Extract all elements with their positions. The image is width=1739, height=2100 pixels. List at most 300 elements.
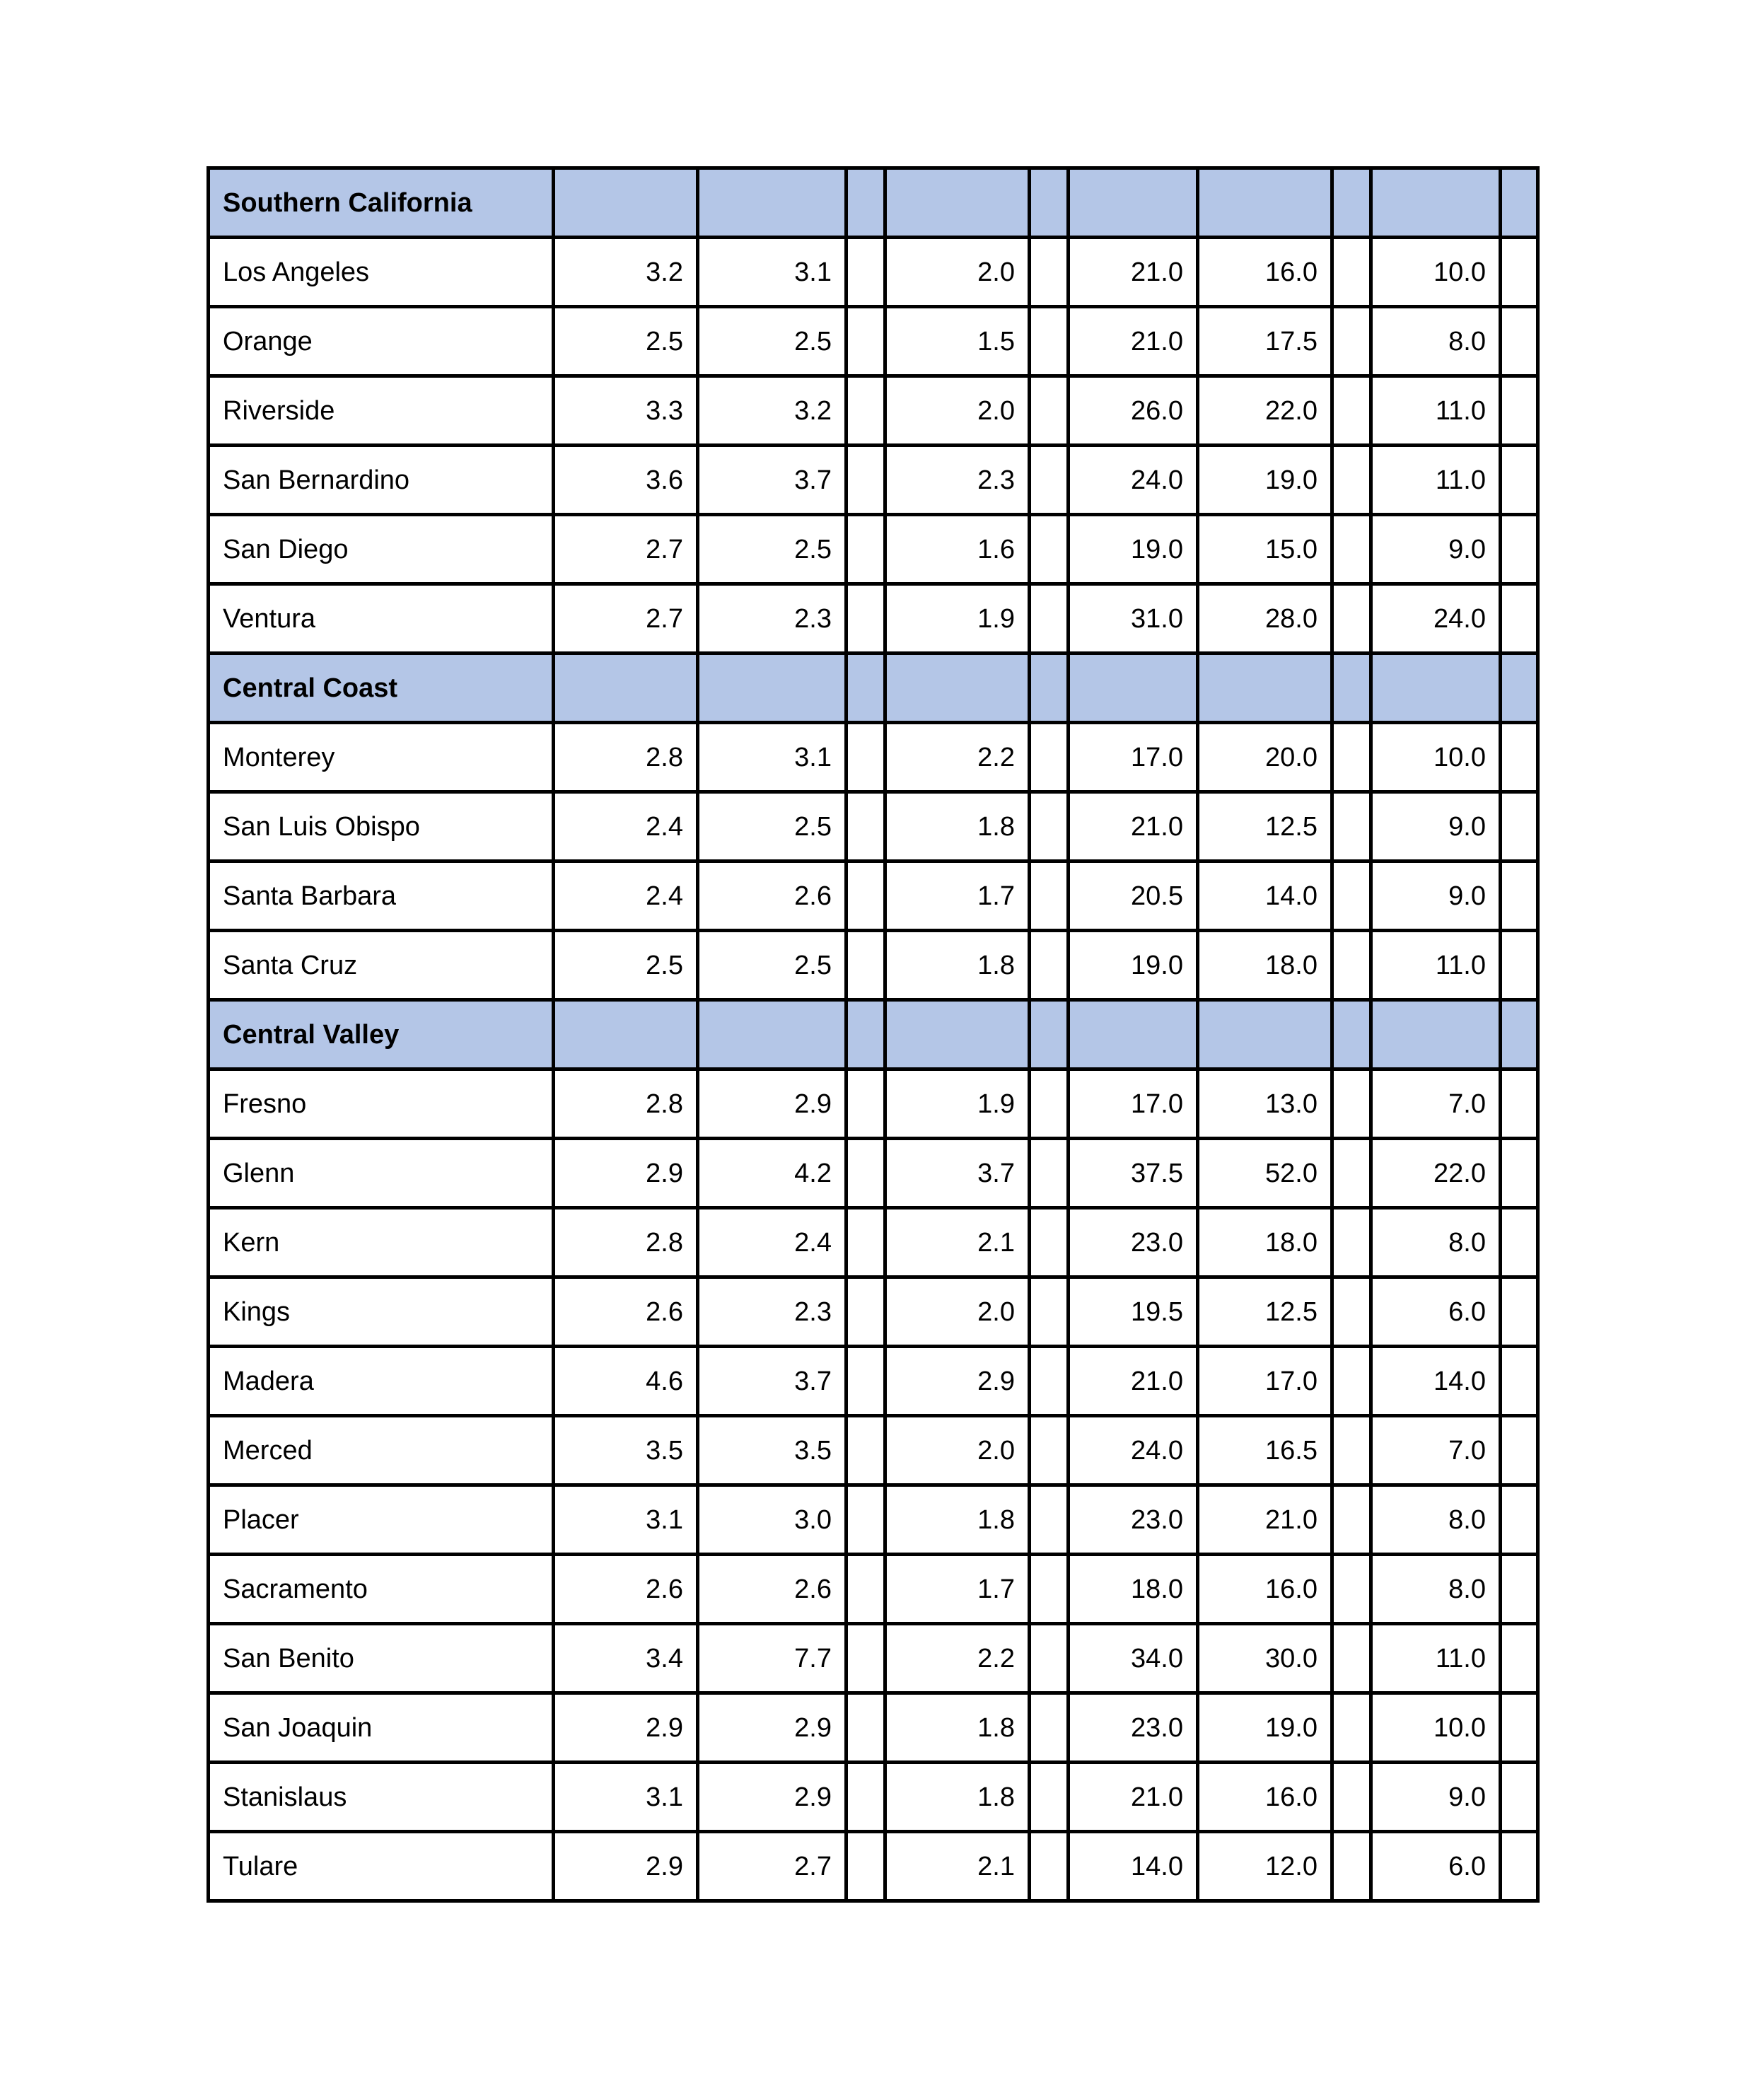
empty-cell [847,1624,885,1693]
table-row [209,1277,1538,1347]
empty-cell [1030,1624,1069,1693]
value-cell-c2: 4.2 [698,1139,847,1208]
empty-cell [1030,376,1069,446]
value-cell-c2: 2.5 [698,931,847,1000]
value-cell-c5: 21.0 [1198,1485,1332,1555]
section-header-cell [1069,654,1198,723]
empty-cell [1501,1555,1538,1624]
value-cell-c5: 14.0 [1198,862,1332,931]
value-cell-c6: 14.0 [1371,1347,1501,1416]
section-header-row [209,1000,1538,1069]
value-cell-c4: 31.0 [1069,584,1198,654]
empty-cell [1332,792,1371,862]
section-header-cell [1501,1000,1538,1069]
empty-cell [1332,862,1371,931]
value-cell-c4: 18.0 [1069,1555,1198,1624]
empty-cell [847,1208,885,1277]
county-name-cell: Los Angeles [209,238,554,307]
county-name-cell: Kern [209,1208,554,1277]
table-row [209,1139,1538,1208]
section-header-cell [847,654,885,723]
empty-cell [1501,1139,1538,1208]
table-row [209,1763,1538,1832]
value-cell-c5: 16.0 [1198,1555,1332,1624]
value-cell-c6: 6.0 [1371,1832,1501,1901]
empty-cell [847,1763,885,1832]
empty-cell [1030,1763,1069,1832]
value-cell-c5: 28.0 [1198,584,1332,654]
empty-cell [1030,1069,1069,1139]
value-cell-c6: 9.0 [1371,515,1501,584]
value-cell-c6: 8.0 [1371,1208,1501,1277]
value-cell-c4: 23.0 [1069,1485,1198,1555]
empty-cell [1332,515,1371,584]
county-name-cell: Ventura [209,584,554,654]
value-cell-c3: 2.1 [885,1832,1030,1901]
value-cell-c5: 52.0 [1198,1139,1332,1208]
empty-cell [1501,1693,1538,1763]
county-name-cell: Madera [209,1347,554,1416]
empty-cell [1501,307,1538,376]
value-cell-c1: 2.8 [554,1208,698,1277]
value-cell-c5: 20.0 [1198,723,1332,792]
table-row [209,1485,1538,1555]
empty-cell [1332,446,1371,515]
table-row [209,1347,1538,1416]
section-header-cell [885,1000,1030,1069]
value-cell-c6: 7.0 [1371,1416,1501,1485]
county-name-cell: Kings [209,1277,554,1347]
table-row [209,1208,1538,1277]
empty-cell [1332,931,1371,1000]
value-cell-c4: 21.0 [1069,1763,1198,1832]
value-cell-c4: 17.0 [1069,723,1198,792]
county-name-cell: Merced [209,1416,554,1485]
value-cell-c4: 21.0 [1069,238,1198,307]
empty-cell [1030,1139,1069,1208]
value-cell-c1: 2.6 [554,1555,698,1624]
value-cell-c1: 2.9 [554,1832,698,1901]
value-cell-c1: 2.4 [554,862,698,931]
table-row [209,446,1538,515]
value-cell-c5: 18.0 [1198,1208,1332,1277]
value-cell-c2: 2.6 [698,1555,847,1624]
table-row [209,1693,1538,1763]
empty-cell [847,723,885,792]
section-header-cell [1069,168,1198,238]
empty-cell [1030,1485,1069,1555]
section-header-cell [698,1000,847,1069]
value-cell-c2: 3.0 [698,1485,847,1555]
value-cell-c3: 2.0 [885,238,1030,307]
empty-cell [847,1555,885,1624]
county-name-cell: Orange [209,307,554,376]
value-cell-c5: 15.0 [1198,515,1332,584]
empty-cell [1332,1555,1371,1624]
value-cell-c4: 24.0 [1069,1416,1198,1485]
section-header-cell [1030,654,1069,723]
empty-cell [847,792,885,862]
empty-cell [847,1347,885,1416]
value-cell-c1: 2.4 [554,792,698,862]
value-cell-c3: 1.7 [885,1555,1030,1624]
value-cell-c1: 2.7 [554,584,698,654]
empty-cell [847,1139,885,1208]
empty-cell [1501,931,1538,1000]
value-cell-c1: 2.5 [554,307,698,376]
value-cell-c5: 19.0 [1198,1693,1332,1763]
value-cell-c5: 22.0 [1198,376,1332,446]
county-name-cell: Santa Barbara [209,862,554,931]
value-cell-c1: 2.8 [554,1069,698,1139]
value-cell-c2: 2.9 [698,1693,847,1763]
empty-cell [1501,584,1538,654]
section-header-cell [885,168,1030,238]
table-row [209,238,1538,307]
county-name-cell: San Diego [209,515,554,584]
section-header-cell [1198,168,1332,238]
value-cell-c2: 2.5 [698,515,847,584]
value-cell-c4: 34.0 [1069,1624,1198,1693]
value-cell-c6: 8.0 [1371,1555,1501,1624]
value-cell-c6: 11.0 [1371,446,1501,515]
value-cell-c4: 21.0 [1069,1347,1198,1416]
table-row [209,376,1538,446]
empty-cell [1332,307,1371,376]
section-header-cell [1332,654,1371,723]
county-name-cell: Monterey [209,723,554,792]
empty-cell [1501,1277,1538,1347]
section-header-cell [847,168,885,238]
table-row [209,515,1538,584]
value-cell-c2: 2.6 [698,862,847,931]
value-cell-c6: 10.0 [1371,723,1501,792]
value-cell-c5: 12.0 [1198,1832,1332,1901]
value-cell-c3: 1.6 [885,515,1030,584]
empty-cell [1501,238,1538,307]
section-header-cell [885,654,1030,723]
value-cell-c1: 3.6 [554,446,698,515]
value-cell-c3: 2.0 [885,376,1030,446]
county-data-table [207,166,1540,1903]
empty-cell [847,376,885,446]
value-cell-c4: 14.0 [1069,1832,1198,1901]
section-header-cell [698,654,847,723]
value-cell-c6: 6.0 [1371,1277,1501,1347]
table-row [209,1555,1538,1624]
value-cell-c6: 11.0 [1371,376,1501,446]
table-row [209,931,1538,1000]
empty-cell [1501,792,1538,862]
empty-cell [1030,307,1069,376]
empty-cell [1501,1832,1538,1901]
table-row [209,307,1538,376]
value-cell-c2: 2.3 [698,1277,847,1347]
section-header-cell [1371,1000,1501,1069]
county-name-cell: Santa Cruz [209,931,554,1000]
value-cell-c4: 37.5 [1069,1139,1198,1208]
value-cell-c4: 23.0 [1069,1208,1198,1277]
empty-cell [1030,238,1069,307]
value-cell-c2: 3.7 [698,446,847,515]
empty-cell [1030,1555,1069,1624]
county-name-cell: Glenn [209,1139,554,1208]
empty-cell [1332,723,1371,792]
empty-cell [847,446,885,515]
empty-cell [1332,1624,1371,1693]
value-cell-c4: 19.5 [1069,1277,1198,1347]
value-cell-c4: 19.0 [1069,931,1198,1000]
empty-cell [1501,1624,1538,1693]
empty-cell [847,238,885,307]
section-title: Central Coast [209,654,554,723]
empty-cell [847,515,885,584]
empty-cell [1332,376,1371,446]
value-cell-c1: 4.6 [554,1347,698,1416]
value-cell-c4: 24.0 [1069,446,1198,515]
value-cell-c5: 16.0 [1198,1763,1332,1832]
table-row [209,1416,1538,1485]
empty-cell [1030,1277,1069,1347]
value-cell-c3: 2.3 [885,446,1030,515]
value-cell-c3: 1.7 [885,862,1030,931]
empty-cell [847,1416,885,1485]
county-name-cell: Fresno [209,1069,554,1139]
value-cell-c1: 2.6 [554,1277,698,1347]
empty-cell [1332,1347,1371,1416]
section-header-cell [1371,168,1501,238]
section-title: Central Valley [209,1000,554,1069]
table-body [209,168,1538,1901]
value-cell-c3: 2.2 [885,723,1030,792]
value-cell-c2: 2.5 [698,792,847,862]
empty-cell [1030,1347,1069,1416]
empty-cell [847,1069,885,1139]
empty-cell [1501,1416,1538,1485]
value-cell-c1: 2.8 [554,723,698,792]
value-cell-c4: 20.5 [1069,862,1198,931]
value-cell-c3: 1.8 [885,1763,1030,1832]
section-header-cell [1069,1000,1198,1069]
value-cell-c1: 3.1 [554,1763,698,1832]
value-cell-c2: 3.1 [698,238,847,307]
value-cell-c1: 3.1 [554,1485,698,1555]
value-cell-c2: 2.7 [698,1832,847,1901]
value-cell-c5: 16.0 [1198,238,1332,307]
empty-cell [847,1832,885,1901]
empty-cell [1501,723,1538,792]
value-cell-c3: 1.5 [885,307,1030,376]
value-cell-c3: 2.1 [885,1208,1030,1277]
value-cell-c5: 12.5 [1198,1277,1332,1347]
value-cell-c6: 8.0 [1371,307,1501,376]
empty-cell [1501,376,1538,446]
empty-cell [1030,1693,1069,1763]
empty-cell [1332,1485,1371,1555]
empty-cell [1501,1485,1538,1555]
value-cell-c3: 1.8 [885,931,1030,1000]
empty-cell [847,931,885,1000]
value-cell-c6: 11.0 [1371,1624,1501,1693]
empty-cell [1501,446,1538,515]
value-cell-c6: 10.0 [1371,238,1501,307]
value-cell-c6: 9.0 [1371,1763,1501,1832]
value-cell-c5: 16.5 [1198,1416,1332,1485]
value-cell-c3: 1.9 [885,1069,1030,1139]
section-header-cell [1332,168,1371,238]
value-cell-c2: 3.1 [698,723,847,792]
section-header-cell [554,654,698,723]
value-cell-c6: 24.0 [1371,584,1501,654]
empty-cell [847,1485,885,1555]
empty-cell [1501,1069,1538,1139]
section-header-cell [1030,168,1069,238]
value-cell-c2: 2.5 [698,307,847,376]
value-cell-c2: 2.4 [698,1208,847,1277]
county-name-cell: San Luis Obispo [209,792,554,862]
table-row [209,1832,1538,1901]
value-cell-c5: 19.0 [1198,446,1332,515]
empty-cell [1030,584,1069,654]
empty-cell [1332,1069,1371,1139]
value-cell-c1: 2.7 [554,515,698,584]
empty-cell [1030,1832,1069,1901]
table-row [209,1624,1538,1693]
value-cell-c3: 2.0 [885,1277,1030,1347]
value-cell-c1: 3.4 [554,1624,698,1693]
section-header-cell [554,1000,698,1069]
empty-cell [847,1277,885,1347]
value-cell-c5: 18.0 [1198,931,1332,1000]
section-header-cell [847,1000,885,1069]
value-cell-c4: 17.0 [1069,1069,1198,1139]
empty-cell [1030,723,1069,792]
value-cell-c6: 11.0 [1371,931,1501,1000]
empty-cell [1332,1139,1371,1208]
value-cell-c2: 7.7 [698,1624,847,1693]
value-cell-c5: 17.5 [1198,307,1332,376]
value-cell-c3: 1.8 [885,792,1030,862]
county-name-cell: Sacramento [209,1555,554,1624]
value-cell-c5: 17.0 [1198,1347,1332,1416]
value-cell-c5: 13.0 [1198,1069,1332,1139]
section-title: Southern California [209,168,554,238]
empty-cell [1332,238,1371,307]
empty-cell [1030,1416,1069,1485]
empty-cell [1332,584,1371,654]
county-name-cell: Riverside [209,376,554,446]
section-header-cell [554,168,698,238]
table-row [209,723,1538,792]
table-row [209,1069,1538,1139]
value-cell-c6: 7.0 [1371,1069,1501,1139]
empty-cell [1501,1208,1538,1277]
empty-cell [1501,862,1538,931]
empty-cell [1332,1208,1371,1277]
value-cell-c4: 19.0 [1069,515,1198,584]
empty-cell [1332,1416,1371,1485]
value-cell-c3: 1.8 [885,1485,1030,1555]
value-cell-c1: 3.5 [554,1416,698,1485]
county-name-cell: San Bernardino [209,446,554,515]
section-header-cell [698,168,847,238]
empty-cell [1030,1208,1069,1277]
empty-cell [1030,792,1069,862]
section-header-cell [1501,168,1538,238]
section-header-cell [1371,654,1501,723]
empty-cell [1030,931,1069,1000]
empty-cell [1332,1277,1371,1347]
value-cell-c6: 22.0 [1371,1139,1501,1208]
value-cell-c6: 9.0 [1371,862,1501,931]
value-cell-c5: 12.5 [1198,792,1332,862]
empty-cell [847,307,885,376]
value-cell-c2: 2.9 [698,1763,847,1832]
value-cell-c1: 2.9 [554,1693,698,1763]
county-name-cell: Stanislaus [209,1763,554,1832]
value-cell-c3: 2.9 [885,1347,1030,1416]
value-cell-c1: 2.9 [554,1139,698,1208]
empty-cell [847,862,885,931]
table-row [209,584,1538,654]
empty-cell [1030,446,1069,515]
table-row [209,792,1538,862]
empty-cell [847,584,885,654]
value-cell-c4: 26.0 [1069,376,1198,446]
empty-cell [1501,1763,1538,1832]
value-cell-c6: 9.0 [1371,792,1501,862]
value-cell-c1: 2.5 [554,931,698,1000]
empty-cell [1332,1763,1371,1832]
section-header-cell [1332,1000,1371,1069]
empty-cell [1501,515,1538,584]
value-cell-c2: 3.5 [698,1416,847,1485]
value-cell-c2: 3.2 [698,376,847,446]
value-cell-c4: 21.0 [1069,792,1198,862]
county-name-cell: Placer [209,1485,554,1555]
county-name-cell: San Joaquin [209,1693,554,1763]
value-cell-c2: 2.9 [698,1069,847,1139]
empty-cell [1332,1832,1371,1901]
value-cell-c4: 21.0 [1069,307,1198,376]
value-cell-c3: 2.2 [885,1624,1030,1693]
county-name-cell: San Benito [209,1624,554,1693]
section-header-cell [1030,1000,1069,1069]
empty-cell [1030,515,1069,584]
value-cell-c6: 10.0 [1371,1693,1501,1763]
value-cell-c3: 1.8 [885,1693,1030,1763]
section-header-row [209,654,1538,723]
value-cell-c6: 8.0 [1371,1485,1501,1555]
empty-cell [1332,1693,1371,1763]
value-cell-c3: 3.7 [885,1139,1030,1208]
table-row [209,862,1538,931]
empty-cell [1030,862,1069,931]
value-cell-c2: 3.7 [698,1347,847,1416]
empty-cell [847,1693,885,1763]
section-header-cell [1501,654,1538,723]
empty-cell [1501,1347,1538,1416]
value-cell-c3: 2.0 [885,1416,1030,1485]
value-cell-c2: 2.3 [698,584,847,654]
county-name-cell: Tulare [209,1832,554,1901]
value-cell-c1: 3.2 [554,238,698,307]
section-header-row [209,168,1538,238]
value-cell-c3: 1.9 [885,584,1030,654]
value-cell-c1: 3.3 [554,376,698,446]
value-cell-c4: 23.0 [1069,1693,1198,1763]
section-header-cell [1198,1000,1332,1069]
